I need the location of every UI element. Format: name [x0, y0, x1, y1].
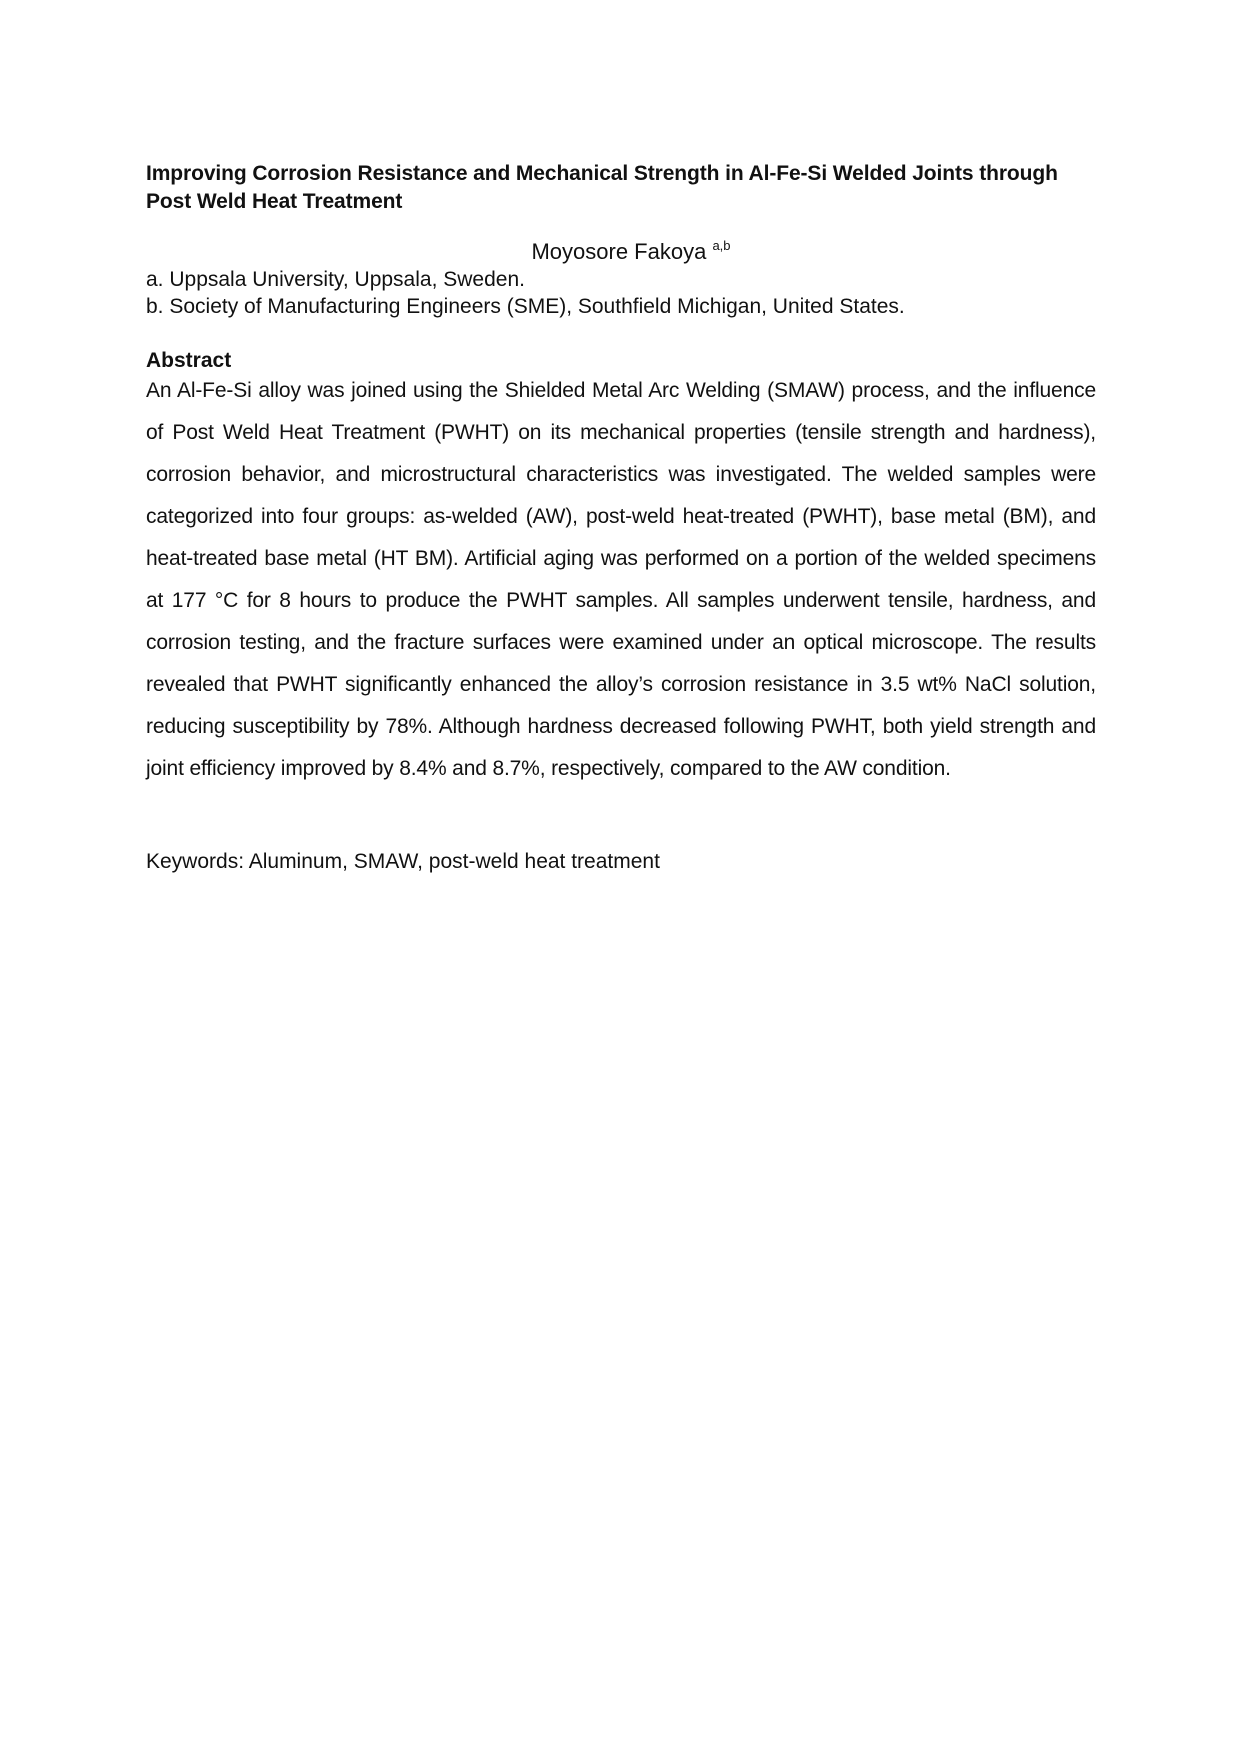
abstract-text: An Al-Fe-Si alloy was joined using the Shielded Metal Arc Welding (SMAW) process, and the influence of Post Weld Heat Treatment (PWHT) on its mechanical properties (tensile strength and hardness), corrosion behavior, and microstructural characteristics was investigated. The welded samples were categorized into four groups: as-welded (AW), post-weld heat-treated (PWHT), base metal (BM), and heat-treated base metal (HT BM). Artificial aging was performed on a portion of the welded specimens at 177 °C for 8 hours to produce the PWHT samples. All samples underwent tensile, hardness, and corrosion testing, and the fracture surfaces were examined under an optical microscope. The results revealed that PWHT significantly enhanced the alloy’s corrosion resistance in 3.5 wt% NaCl solution, reducing susceptibility by 78%. Although hardness decreased following PWHT, both yield strength and joint efficiency improved by 8.4% and 8.7%, respectively, compared to the AW condition. [146, 379, 1096, 780]
author-name: Moyosore Fakoya [531, 239, 707, 264]
keywords: Keywords: Aluminum, SMAW, post-weld heat treatment [146, 850, 660, 873]
author-line [146, 238, 1096, 266]
author-affiliation-marker: a,b [712, 238, 731, 253]
affiliation-a: a. Uppsala University, Uppsala, Sweden. [146, 268, 525, 291]
paper-title: Improving Corrosion Resistance and Mechanical Strength in Al-Fe-Si Welded Joints through Post Weld Heat Treatment [146, 162, 1058, 213]
paper-content [146, 160, 1096, 876]
affiliation-b: b. Society of Manufacturing Engineers (SME), Southfield Michigan, United States. [146, 295, 905, 318]
abstract-heading: Abstract [146, 349, 232, 372]
